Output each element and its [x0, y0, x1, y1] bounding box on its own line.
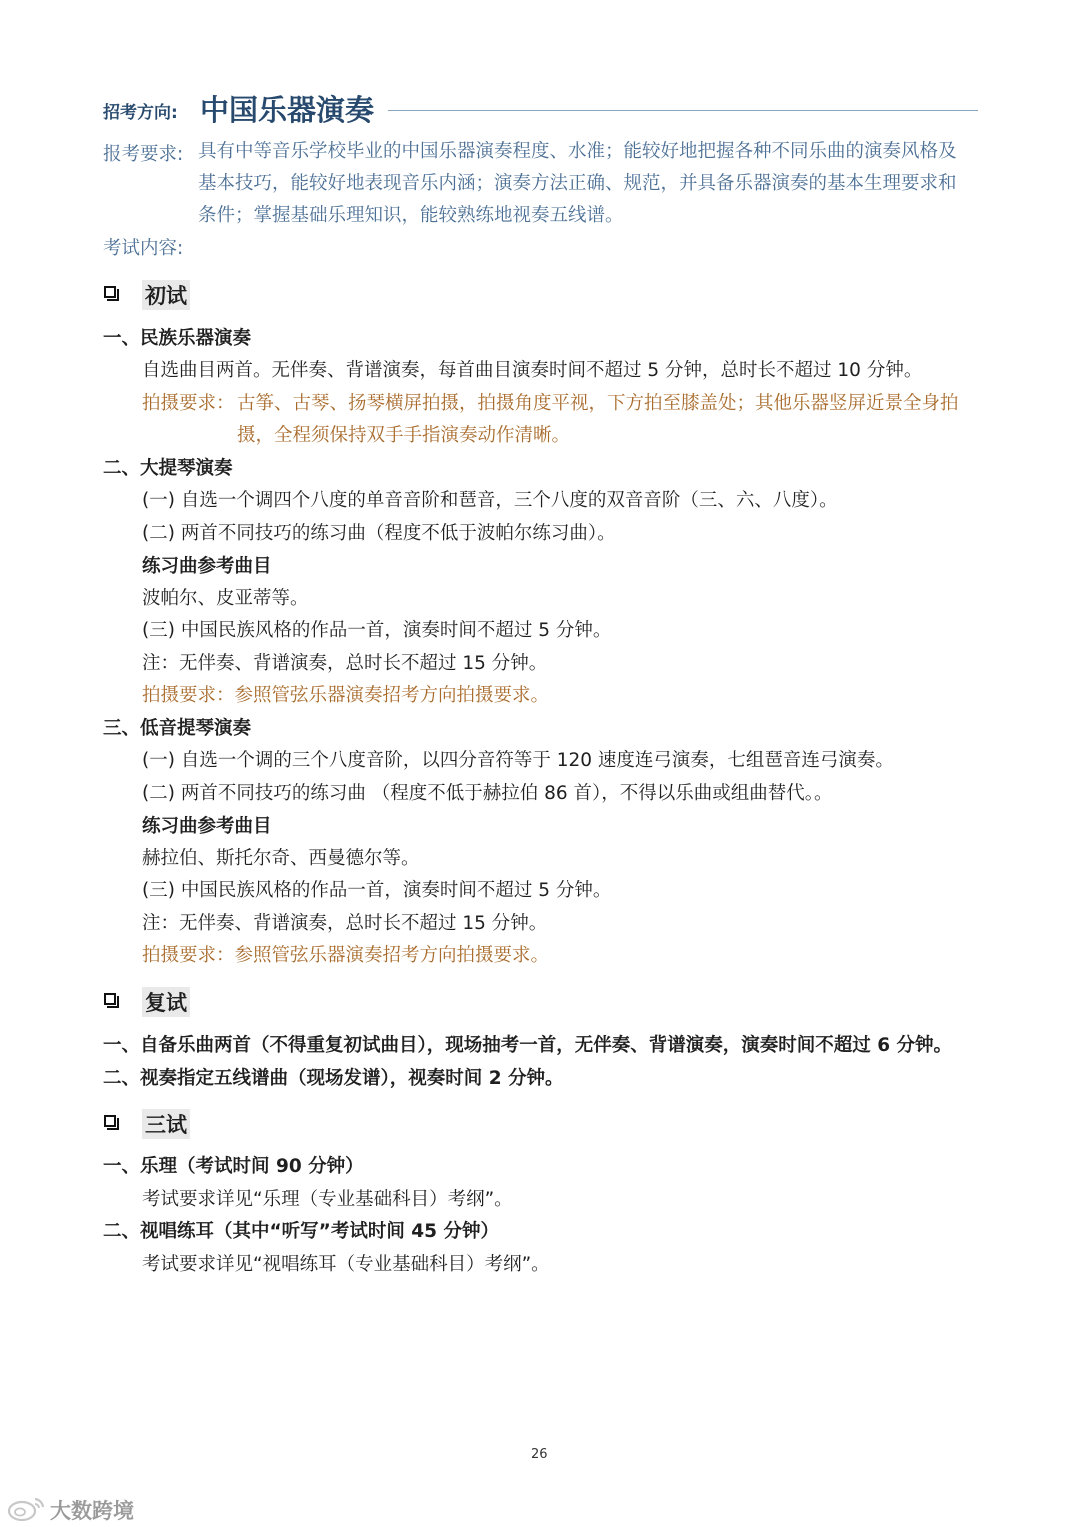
round1-part1-line1: 自选曲目两首。无伴奏、背谱演奏，每首曲目演奏时间不超过 5 分钟，总时长不超过 10 分钟。: [142, 360, 923, 381]
round3-part1-heading: 一、乐理（考试时间 90 分钟）: [103, 1156, 364, 1177]
checkbox-square-icon: [104, 993, 116, 1005]
content-label: 考试内容:: [103, 238, 184, 259]
round1-part3-line2: (二) 两首不同技巧的练习曲 （程度不低于赫拉伯 86 首），不得以乐曲或组曲替代。。: [142, 783, 833, 804]
requirements-line-3: 条件；掌握基础乐理知识，能较熟练地视奏五线谱。: [198, 205, 624, 226]
round2-line1: 一、自备乐曲两首（不得重复初试曲目），现场抽考一首，无伴奏、背谱演奏，演奏时间不超过 6 分钟。: [103, 1035, 953, 1056]
round3-part2-heading: 二、视唱练耳（其中“听写”考试时间 45 分钟）: [103, 1221, 499, 1242]
round1-title: 初试: [142, 280, 190, 310]
round1-part3-line1: (一) 自选一个调的三个八度音阶，以四分音符等于 120 速度连弓演奏，七组琶音连弓演奏。: [142, 750, 894, 771]
page-number: 26: [531, 1447, 548, 1462]
watermark-text: 大数跨境: [50, 1499, 134, 1523]
round1-part2-line2: (二) 两首不同技巧的练习曲（程度不低于波帕尔练习曲）。: [142, 523, 616, 544]
checkbox-square-icon: [104, 286, 116, 298]
round1-part3-ref-heading: 练习曲参考曲目: [142, 816, 272, 837]
round1-part3-heading: 三、低音提琴演奏: [103, 718, 252, 739]
round1-part2-photo: 拍摄要求：参照管弦乐器演奏招考方向拍摄要求。: [142, 685, 550, 706]
round1-part2-heading: 二、大提琴演奏: [103, 458, 233, 479]
round1-part2-ref-heading: 练习曲参考曲目: [142, 556, 272, 577]
title-underline: [388, 110, 978, 111]
checkbox-square-icon: [104, 1115, 116, 1127]
round3-part2-line: 考试要求详见“视唱练耳（专业基础科目）考纲”。: [142, 1254, 550, 1275]
round1-part1-heading: 一、民族乐器演奏: [103, 328, 252, 349]
requirements-label: 报考要求:: [103, 144, 184, 165]
round1-part3-line3: (三) 中国民族风格的作品一首，演奏时间不超过 5 分钟。: [142, 880, 612, 901]
round1-part3-ref-line: 赫拉伯、斯托尔奇、西曼德尔等。: [142, 848, 420, 869]
requirements-line-2: 基本技巧，能较好地表现音乐内涵；演奏方法正确、规范，并具备乐器演奏的基本生理要求和: [198, 173, 957, 194]
round1-part2-ref-line: 波帕尔、皮亚蒂等。: [142, 588, 309, 609]
weibo-logo-icon: [6, 1494, 48, 1522]
round1-part2-note: 注：无伴奏、背谱演奏，总时长不超过 15 分钟。: [142, 653, 548, 674]
round1-part3-note: 注：无伴奏、背谱演奏，总时长不超过 15 分钟。: [142, 913, 548, 934]
round1-part2-line1: (一) 自选一个调四个八度的单音音阶和琶音，三个八度的双音音阶（三、六、八度）。: [142, 490, 838, 511]
direction-title: 中国乐器演奏: [200, 93, 375, 127]
round3-title: 三试: [142, 1109, 190, 1139]
round1-part1-photo-line2: 摄，全程须保持双手手指演奏动作清晰。: [237, 425, 571, 446]
round2-line2: 二、视奏指定五线谱曲（现场发谱），视奏时间 2 分钟。: [103, 1068, 564, 1089]
round1-part3-photo: 拍摄要求：参照管弦乐器演奏招考方向拍摄要求。: [142, 945, 550, 966]
round1-part1-photo-label: 拍摄要求：: [142, 393, 235, 414]
round3-part1-line: 考试要求详见“乐理（专业基础科目）考纲”。: [142, 1189, 513, 1210]
direction-label: 招考方向:: [103, 103, 178, 123]
round1-part1-photo-line1: 古筝、古琴、扬琴横屏拍摄，拍摄角度平视，下方拍至膝盖处；其他乐器竖屏近景全身拍: [237, 393, 959, 414]
round2-title: 复试: [142, 987, 190, 1017]
round1-part2-line3: (三) 中国民族风格的作品一首，演奏时间不超过 5 分钟。: [142, 620, 612, 641]
requirements-line-1: 具有中等音乐学校毕业的中国乐器演奏程度、水准；能较好地把握各种不同乐曲的演奏风格及: [198, 141, 957, 162]
